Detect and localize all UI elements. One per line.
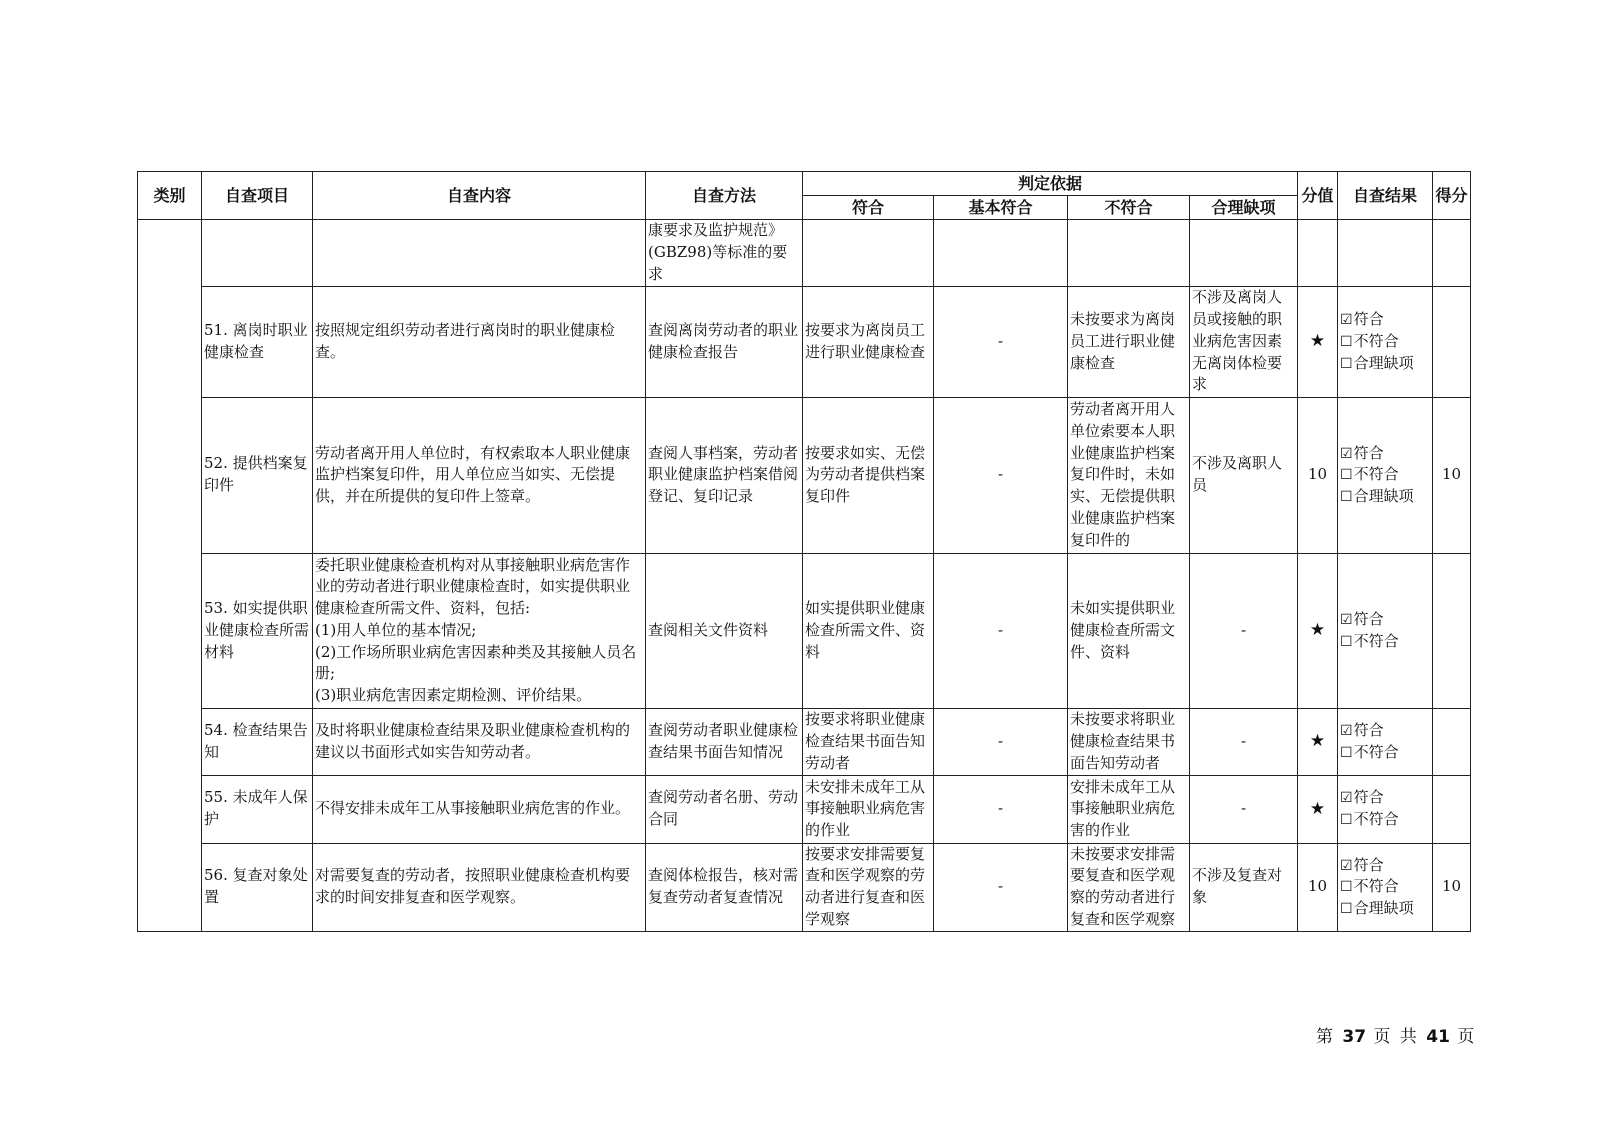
missing-cell: - — [1190, 775, 1298, 843]
table-row — [138, 843, 1471, 931]
page-total: 41 — [1426, 1027, 1450, 1047]
result-option[interactable]: ☐合理缺项 — [1340, 899, 1414, 917]
score-value-cell: ★ — [1298, 553, 1338, 708]
result-option[interactable]: ☐合理缺项 — [1340, 487, 1414, 505]
missing-cell: 不涉及离岗人员或接触的职业病危害因素无离岗体检要求 — [1190, 286, 1298, 397]
empty-box-icon: ☐ — [1340, 812, 1353, 829]
checked-box-icon: ☑ — [1340, 790, 1353, 807]
content-cell: 对需要复查的劳动者，按照职业健康检查机构要求的时间安排复查和医学观察。 — [313, 843, 646, 931]
basic-comply-cell: - — [934, 775, 1068, 843]
score-cell: 10 — [1433, 843, 1471, 931]
result-option[interactable]: ☑符合 — [1340, 310, 1384, 328]
item-cell: 51. 离岗时职业健康检查 — [202, 286, 313, 397]
header-reasonable-missing: 合理缺项 — [1190, 196, 1298, 220]
method-cell: 查阅离岗劳动者的职业健康检查报告 — [646, 286, 803, 397]
basic-comply-cell: - — [934, 843, 1068, 931]
result-option[interactable]: ☐不符合 — [1340, 877, 1399, 896]
comply-cell: 未安排未成年工从事接触职业病危害的作业 — [803, 775, 934, 843]
header-score-value: 分值 — [1298, 172, 1338, 220]
basic-comply-cell: - — [934, 708, 1068, 775]
method-cell: 查阅相关文件资料 — [646, 553, 803, 708]
table-row — [138, 220, 1471, 286]
checked-box-icon: ☑ — [1340, 611, 1353, 628]
page-middle: 页 共 — [1373, 1027, 1419, 1047]
score-cell — [1433, 286, 1471, 397]
result-cell — [1338, 397, 1433, 553]
result-option[interactable]: ☐不符合 — [1340, 742, 1399, 761]
empty-box-icon: ☐ — [1340, 355, 1353, 372]
header-item: 自查项目 — [202, 172, 313, 220]
item-cell: 56. 复查对象处置 — [202, 843, 313, 931]
page-number: 37 — [1342, 1027, 1367, 1047]
header-result: 自查结果 — [1338, 172, 1433, 220]
content-line: 委托职业健康检查机构对从事接触职业病危害作业的劳动者进行职业健康检查时，如实提供职业健康检查所需文件、资料，包括: — [315, 555, 631, 617]
item-cell: 55. 未成年人保护 — [202, 775, 313, 843]
method-cell: 查阅体检报告，核对需复查劳动者复查情况 — [646, 843, 803, 931]
item-cell: 53. 如实提供职业健康检查所需材料 — [202, 553, 313, 708]
score-cell — [1433, 708, 1471, 775]
header-basic-comply: 基本符合 — [934, 196, 1068, 220]
checked-box-icon: ☑ — [1340, 445, 1353, 462]
content-cell: 劳动者离开用人单位时，有权索取本人职业健康监护档案复印件，用人单位应当如实、无偿提供，并在所提供的复印件上签章。 — [313, 397, 646, 553]
score-cell — [1433, 775, 1471, 843]
header-not-comply: 不符合 — [1068, 196, 1190, 220]
result-option[interactable]: ☐不符合 — [1340, 331, 1399, 350]
not-comply-cell: 未按要求为离岗员工进行职业健康检查 — [1068, 286, 1190, 397]
result-option[interactable]: ☑符合 — [1340, 788, 1384, 807]
result-option[interactable]: ☑符合 — [1340, 443, 1384, 462]
not-comply-cell: 未按要求安排需要复查和医学观察的劳动者进行复查和医学观察 — [1068, 843, 1190, 931]
basic-comply-cell: - — [934, 286, 1068, 397]
result-option[interactable]: ☐不符合 — [1340, 810, 1399, 829]
content-line: (2)工作场所职业病危害因素种类及其接触人员名册; — [315, 642, 637, 683]
header-category: 类别 — [138, 172, 202, 220]
method-cell: 查阅劳动者名册、劳动合同 — [646, 775, 803, 843]
item-cell: 54. 检查结果告知 — [202, 708, 313, 775]
method-cell: 康要求及监护规范》(GBZ98)等标准的要求 — [646, 220, 803, 286]
result-cell — [1338, 286, 1433, 397]
self-inspection-table — [137, 171, 1471, 932]
content-cell: 不得安排未成年工从事接触职业病危害的作业。 — [313, 775, 646, 843]
score-value-cell: ★ — [1298, 286, 1338, 397]
table-row — [138, 775, 1471, 843]
not-comply-cell: 未如实提供职业健康检查所需文件、资料 — [1068, 553, 1190, 708]
score-value-cell: ★ — [1298, 708, 1338, 775]
checked-box-icon: ☑ — [1340, 857, 1353, 874]
category-cell — [138, 220, 202, 931]
page-footer — [1316, 1022, 1476, 1047]
result-cell — [1338, 775, 1433, 843]
missing-cell: 不涉及离职人员 — [1190, 397, 1298, 553]
content-cell: 及时将职业健康检查结果及职业健康检查机构的建议以书面形式如实告知劳动者。 — [313, 708, 646, 775]
header-content: 自查内容 — [313, 172, 646, 220]
header-comply: 符合 — [803, 196, 934, 220]
missing-cell: 不涉及复查对象 — [1190, 843, 1298, 931]
result-option[interactable]: ☑符合 — [1340, 609, 1384, 628]
missing-cell: - — [1190, 553, 1298, 708]
score-cell: 10 — [1433, 397, 1471, 553]
result-option[interactable]: ☐不符合 — [1340, 631, 1399, 650]
header-score: 得分 — [1433, 172, 1471, 220]
score-value-cell: 10 — [1298, 843, 1338, 931]
basic-comply-cell: - — [934, 553, 1068, 708]
missing-cell: - — [1190, 708, 1298, 775]
comply-cell: 如实提供职业健康检查所需文件、资料 — [803, 553, 934, 708]
empty-box-icon: ☐ — [1340, 467, 1353, 484]
empty-box-icon: ☐ — [1340, 879, 1353, 896]
not-comply-cell: 未按要求将职业健康检查结果书面告知劳动者 — [1068, 708, 1190, 775]
score-value-cell: 10 — [1298, 397, 1338, 553]
empty-box-icon: ☐ — [1340, 333, 1353, 350]
result-cell — [1338, 708, 1433, 775]
header-basis: 判定依据 — [803, 172, 1298, 196]
table-row — [138, 397, 1471, 553]
result-cell — [1338, 553, 1433, 708]
comply-cell: 按要求将职业健康检查结果书面告知劳动者 — [803, 708, 934, 775]
comply-cell: 按要求为离岗员工进行职业健康检查 — [803, 286, 934, 397]
result-option[interactable]: ☑符合 — [1340, 720, 1384, 739]
content-cell: 按照规定组织劳动者进行离岗时的职业健康检查。 — [313, 286, 646, 397]
checked-box-icon: ☑ — [1340, 722, 1353, 739]
not-comply-cell: 安排未成年工从事接触职业病危害的作业 — [1068, 775, 1190, 843]
checked-box-icon: ☑ — [1340, 312, 1353, 328]
table-row — [138, 553, 1471, 708]
score-value-cell: ★ — [1298, 775, 1338, 843]
result-option[interactable]: ☐不符合 — [1340, 465, 1399, 484]
not-comply-cell: 劳动者离开用人单位索要本人职业健康监护档案复印件时，未如实、无偿提供职业健康监护档案复印件的 — [1068, 397, 1190, 553]
page-prefix: 第 — [1316, 1027, 1335, 1047]
empty-box-icon: ☐ — [1340, 744, 1353, 761]
result-option[interactable]: ☑符合 — [1340, 855, 1384, 874]
comply-cell: 按要求如实、无偿为劳动者提供档案复印件 — [803, 397, 934, 553]
table-row — [138, 708, 1471, 775]
result-cell — [1338, 843, 1433, 931]
item-cell: 52. 提供档案复印件 — [202, 397, 313, 553]
table-row — [138, 286, 1471, 397]
content-cell — [313, 553, 646, 708]
content-line: (3)职业病危害因素定期检测、评价结果。 — [315, 686, 592, 704]
header-method: 自查方法 — [646, 172, 803, 220]
result-option[interactable]: ☐合理缺项 — [1340, 353, 1414, 372]
method-cell: 查阅人事档案，劳动者职业健康监护档案借阅登记、复印记录 — [646, 397, 803, 553]
comply-cell: 按要求安排需要复查和医学观察的劳动者进行复查和医学观察 — [803, 843, 934, 931]
method-cell: 查阅劳动者职业健康检查结果书面告知情况 — [646, 708, 803, 775]
empty-box-icon: ☐ — [1340, 901, 1353, 917]
score-cell — [1433, 553, 1471, 708]
page-suffix: 页 — [1457, 1027, 1477, 1047]
empty-box-icon: ☐ — [1340, 633, 1353, 650]
basic-comply-cell: - — [934, 397, 1068, 553]
empty-box-icon: ☐ — [1340, 489, 1353, 505]
content-line: (1)用人单位的基本情况; — [315, 620, 477, 639]
